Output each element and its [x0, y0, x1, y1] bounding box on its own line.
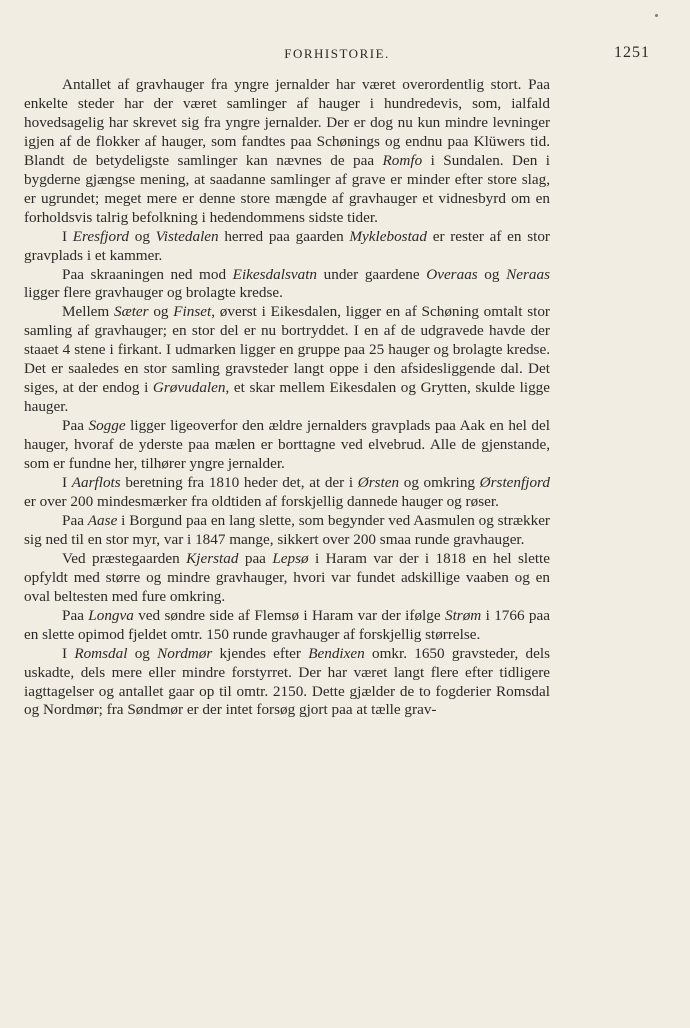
text-run: Paa [62, 606, 89, 624]
text-run: Ved præstegaarden [62, 549, 187, 567]
text-run: og omkring [399, 474, 480, 492]
text-run: Paa skraaningen ned mod [62, 265, 233, 283]
paragraph [24, 474, 550, 512]
text-run: I [62, 644, 75, 662]
text-run: i Haram var der i 1818 en hel slette opfyldt med større og mindre gravhauger, hvori var fundet adskillige vaaben og en oval beltesten med fure omkring. [24, 549, 550, 605]
text-run: , øverst i Eikesdalen, ligger en af Schøning omtalt stor samling af gravhauger; en stor del er nu bortryddet. I en af de udgravede havde der staaet 4 stene i firkant. I udmarken ligger en gruppe paa 25 hauger og brolagte kredse. Det er saaledes en stor samling gravsteder langt oppe i den afsidesliggende dal. Det siges, at der endog i [24, 303, 550, 397]
text-run: i 1766 paa en slette opimod fjeldet omtr. 150 runde gravhauger af forskjellig størrelse. [24, 606, 551, 643]
page-number: 1251 [614, 44, 650, 61]
text-run: Mellem [62, 303, 114, 321]
italic-name: Finset [173, 303, 212, 321]
italic-name: Overaas [426, 265, 478, 283]
text-run: i Sundalen. Den i bygderne gjængse mening, at saadanne samlinger af grave er minder efter store slag, er ugrundet; meget mere er denne store mængde af gravhauger et vidnesbyrd om en forholdsvis talrig befolkning i hedendommens sidste tider. [24, 151, 551, 226]
paragraph [24, 228, 550, 266]
text-run: og [127, 644, 158, 662]
italic-name: Sæter [113, 303, 149, 321]
italic-name: Strøm [444, 606, 482, 624]
paragraph [24, 417, 550, 474]
italic-name: Romsdal [74, 644, 128, 662]
paragraph [24, 266, 550, 304]
text-run: kjendes efter [212, 644, 309, 662]
italic-name: Longva [88, 606, 134, 624]
paragraph [24, 550, 550, 607]
text-run: og [148, 303, 174, 321]
text-run: herred paa gaarden [218, 227, 350, 245]
text-run: Paa [62, 511, 88, 529]
text-run: ligger flere gravhauger og brolagte kredse. [24, 284, 283, 302]
italic-name: Ørsten [357, 474, 400, 492]
italic-name: Romfo [382, 151, 423, 169]
italic-name: Nordmør [157, 644, 213, 662]
text-run: er over 200 mindesmærker fra oldtiden af forskjellig dannede hauger og røser. [24, 492, 499, 510]
italic-name: Kjerstad [186, 549, 239, 567]
text-run: I [62, 474, 72, 492]
text-run: og [477, 265, 507, 283]
italic-name: Neraas [506, 265, 550, 283]
italic-name: Myklebostad [349, 227, 427, 245]
text-run: er rester af en stor gravplads i et kammer. [24, 227, 550, 264]
italic-name: Bendixen [308, 644, 365, 662]
text-run: under gaardene [317, 265, 427, 283]
page-header [24, 44, 650, 68]
italic-name: Aase [87, 511, 118, 529]
italic-name: Lepsø [272, 549, 309, 567]
text-run: ligger ligeoverfor den ældre jernalders gravplads paa Aak en hel del hauger, hvoraf de yderste paa mælen er borttagne ved elvebrud. Alle de gjenstande, som er fundne her, tilhører yngre jernalder. [24, 417, 550, 473]
italic-name: Eikesdalsvatn [232, 265, 318, 283]
paragraph [24, 645, 550, 721]
running-title: FORHISTORIE. [284, 46, 390, 61]
paragraph [24, 76, 550, 228]
paper-speck [655, 14, 658, 17]
italic-name: Grøvudalen [152, 379, 226, 397]
text-run: i Borgund paa en lang slette, som begynder ved Aasmulen og strækker sig ned til en stor myr, var i 1847 mange, sikkert over 200 smaa runde gravhauger. [24, 511, 550, 548]
text-run: omkr. 1650 gravsteder, dels uskadte, dels mere eller mindre forstyrret. Der har været langt flere efter tidligere iagttagelser og antallet gaar op til omtr. 2150. Dette gjælder de to fogderier Romsdal og Nordmør; fra Søndmør er der intet forsøg gjort paa at tælle grav- [24, 644, 550, 719]
text-run: Antallet af gravhauger fra yngre jernalder har været overordentlig stort. Paa enkelte steder har der været samlinger af hauger i hundredevis, som, ialfald hovedsagelig har skrevet sig fra yngre jernalder. Der er dog nu kun mindre levninger igjen af de flokker af hauger, som fandtes paa Schønings og endnu paa Klüwers tid. Blandt de betydeligste samlinger kan nævnes de paa [24, 76, 550, 169]
paragraph [24, 512, 550, 550]
body-text [24, 76, 550, 720]
text-run: I [62, 227, 73, 245]
text-run: og [129, 227, 156, 245]
italic-name: Eresfjord [72, 227, 130, 245]
text-run: , et skar mellem Eikesdalen og Grytten, skulde ligge hauger. [24, 379, 550, 416]
text-run: paa [238, 549, 273, 567]
text-run: Paa [62, 417, 89, 435]
text-run: ved søndre side af Flemsø i Haram var der ifølge [133, 606, 445, 624]
paragraph [24, 303, 550, 417]
italic-name: Vistedalen [155, 227, 219, 245]
italic-name: Ørstenfjord [479, 474, 550, 492]
paragraph [24, 607, 550, 645]
italic-name: Sogge [88, 417, 126, 435]
italic-name: Aarflots [71, 474, 121, 492]
text-run: beretning fra 1810 heder det, at der i [120, 474, 358, 492]
